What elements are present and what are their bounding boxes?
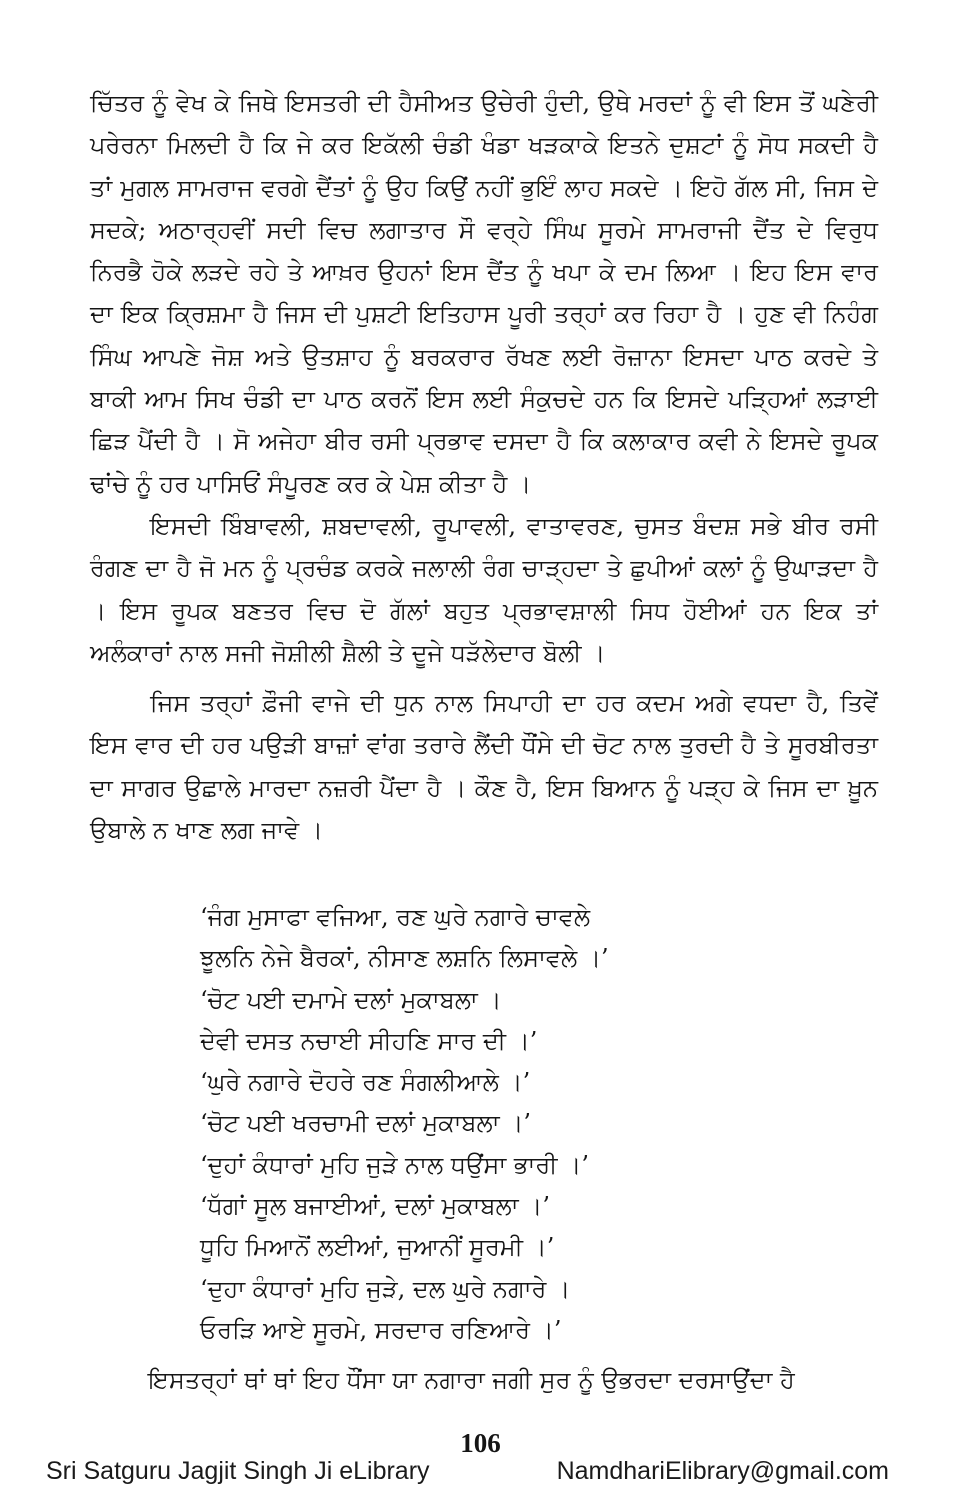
paragraph-1: ਚਿੱਤਰ ਨੂੰ ਵੇਖ ਕੇ ਜਿਥੇ ਇਸਤਰੀ ਦੀ ਹੈਸੀਅਤ ਉਚੇਰੀ ਹੁੰਦੀ, ਉਥੇ ਮਰਦਾਂ ਨੂੰ ਵੀ ਇਸ ਤੋਂ ਘਣੇਰੀ ਪਰੇਰਨਾ ਮਿਲਦੀ ਹੈ ਕਿ ਜੇ ਕਰ ਇਕੱਲੀ ਚੰਡੀ ਖੰਡਾ ਖੜਕਾਕੇ ਇਤਨੇ ਦੁਸ਼ਟਾਂ ਨੂੰ ਸੋਧ ਸਕਦੀ ਹੈ ਤਾਂ ਮੁਗਲ ਸਾਮਰਾਜ ਵਰਗੇ ਦੈਂਤਾਂ ਨੂੰ ਉਹ ਕਿਉਂ ਨਹੀਂ ਭੁਇੰ ਲਾਹ ਸਕਦੇ । ਇਹੋ ਗੱਲ ਸੀ, ਜਿਸ ਦੇ ਸਦਕੇ; ਅਠਾਰ੍ਹਵੀਂ ਸਦੀ ਵਿਚ ਲਗਾਤਾਰ ਸੌ ਵਰ੍ਹੇ ਸਿੰਘ ਸੂਰਮੇ ਸਾਮਰਾਜੀ ਦੈਂਤ ਦੇ ਵਿਰੁਧ ਨਿਰਭੈ ਹੋਕੇ ਲੜਦੇ ਰਹੇ ਤੇ ਆਖ਼ਰ ਉਹਨਾਂ ਇਸ ਦੈਂਤ ਨੂੰ ਖਪਾ ਕੇ ਦਮ ਲਿਆ । ਇਹ ਇਸ ਵਾਰ ਦਾ ਇਕ ਕ੍ਰਿਸ਼ਮਾ ਹੈ ਜਿਸ ਦੀ ਪੁਸ਼ਟੀ ਇਤਿਹਾਸ ਪੂਰੀ ਤਰ੍ਹਾਂ ਕਰ ਰਿਹਾ ਹੈ । ਹੁਣ ਵੀ ਨਿਹੰਗ ਸਿੰਘ ਆਪਣੇ ਜੋਸ਼ ਅਤੇ ਉਤਸ਼ਾਹ ਨੂੰ ਬਰਕਰਾਰ ਰੱਖਣ ਲਈ ਰੋਜ਼ਾਨਾ ਇਸਦਾ ਪਾਠ ਕਰਦੇ ਤੇ ਬਾਕੀ ਆਮ ਸਿਖ ਚੰਡੀ ਦਾ ਪਾਠ ਕਰਨੋਂ ਇਸ ਲਈ ਸੰਕੁਚਦੇ ਹਨ ਕਿ ਇਸਦੇ ਪੜ੍ਹਿਆਂ ਲੜਾਈ ਛਿੜ ਪੈਂਦੀ ਹੈ । ਸੋ ਅਜੇਹਾ ਬੀਰ ਰਸੀ ਪ੍ਰਭਾਵ ਦਸਦਾ ਹੈ ਕਿ ਕਲਾਕਾਰ ਕਵੀ ਨੇ ਇਸਦੇ ਰੂਪਕ ਢਾਂਚੇ ਨੂੰ ਹਰ ਪਾਸਿਓਂ ਸੰਪੂਰਣ ਕਰ ਕੇ ਪੇਸ਼ ਕੀਤਾ ਹੈ । xyxy=(90,89,878,498)
verse-quotation-block xyxy=(200,897,840,1351)
verse-line: ਓਰੜਿ ਆਏ ਸੂਰਮੇ, ਸਰਦਾਰ ਰਣਿਆਰੇ ।’ xyxy=(200,1315,562,1344)
closing-line: ਇਸਤਰ੍ਹਾਂ ਥਾਂ ਥਾਂ ਇਹ ਧੌਂਸਾ ਯਾ ਨਗਾਰਾ ਜਗੀ ਸੁਰ ਨੂੰ ਉਭਰਦਾ ਦਰਸਾਉਂਦਾ ਹੈ xyxy=(148,1366,795,1394)
verse-line: ‘ਘੁਰੇ ਨਗਾਰੇ ਦੋਹਰੇ ਰਣ ਸੰਗਲੀਆਲੇ ।’ xyxy=(200,1068,531,1097)
footer-library-name: Sri Satguru Jagjit Singh Ji eLibrary xyxy=(46,1457,430,1485)
paragraph-3: ਜਿਸ ਤਰ੍ਹਾਂ ਫ਼ੌਜੀ ਵਾਜੇ ਦੀ ਧੁਨ ਨਾਲ ਸਿਪਾਹੀ ਦਾ ਹਰ ਕਦਮ ਅਗੇ ਵਧਦਾ ਹੈ, ਤਿਵੇਂ ਇਸ ਵਾਰ ਦੀ ਹਰ ਪਉੜੀ ਬਾਜ਼ਾਂ ਵਾਂਗ ਤਰਾਰੇ ਲੈਂਦੀ ਧੌਂਸੇ ਦੀ ਚੋਟ ਨਾਲ ਤੁਰਦੀ ਹੈ ਤੇ ਸੂਰਬੀਰਤਾ ਦਾ ਸਾਗਰ ਉਛਾਲੇ ਮਾਰਦਾ ਨਜ਼ਰੀ ਪੈਂਦਾ ਹੈ । ਕੌਣ ਹੈ, ਇਸ ਬਿਆਨ ਨੂੰ ਪੜ੍ਹ ਕੇ ਜਿਸ ਦਾ ਖ਼ੂਨ ਉਬਾਲੇ ਨ ਖਾਣ ਲਗ ਜਾਵੇ । xyxy=(90,689,878,845)
verse-line: ‘ਦੁਹਾ ਕੰਧਾਰਾਂ ਮੁਹਿ ਜੁੜੇ, ਦਲ ਘੁਰੇ ਨਗਾਰੇ । xyxy=(200,1274,571,1303)
page-number: 106 xyxy=(460,1428,501,1458)
verse-line: ‘ਧੱਗਾਂ ਸੂਲ ਬਜਾਈਆਂ, ਦਲਾਂ ਮੁਕਾਬਲਾ ।’ xyxy=(200,1192,550,1221)
verse-line: ‘ਦੁਹਾਂ ਕੰਧਾਰਾਂ ਮੁਹਿ ਜੁੜੇ ਨਾਲ ਧਉਂਸਾ ਭਾਰੀ ।’ xyxy=(200,1150,589,1179)
verse-line: ‘ਜੰਗ ਮੁਸਾਫਾ ਵਜਿਆ, ਰਣ ਘੁਰੇ ਨਗਾਰੇ ਚਾਵਲੇ xyxy=(200,903,591,931)
verse-line: ‘ਚੋਟ ਪਈ ਖਰਚਾਮੀ ਦਲਾਂ ਮੁਕਾਬਲਾ ।’ xyxy=(200,1109,532,1138)
body-text xyxy=(90,82,878,851)
paragraph-2: ਇਸਦੀ ਬਿੰਬਾਵਲੀ, ਸ਼ਬਦਾਵਲੀ, ਰੂਪਾਵਲੀ, ਵਾਤਾਵਰਣ, ਚੁਸਤ ਬੰਦਸ਼ ਸਭੇ ਬੀਰ ਰਸੀ ਰੰਗਣ ਦਾ ਹੈ ਜੋ ਮਨ ਨੂੰ ਪ੍ਰਚੰਡ ਕਰਕੇ ਜਲਾਲੀ ਰੰਗ ਚਾੜ੍ਹਦਾ ਤੇ ਛੁਪੀਆਂ ਕਲਾਂ ਨੂੰ ਉਘਾੜਦਾ ਹੈ । ਇਸ ਰੂਪਕ ਬਣਤਰ ਵਿਚ ਦੋ ਗੱਲਾਂ ਬਹੁਤ ਪ੍ਰਭਾਵਸ਼ਾਲੀ ਸਿਧ ਹੋਈਆਂ ਹਨ ਇਕ ਤਾਂ ਅਲੰਕਾਰਾਂ ਨਾਲ ਸਜੀ ਜੋਸ਼ੀਲੀ ਸ਼ੈਲੀ ਤੇ ਦੂਜੇ ਧੜੱਲੇਦਾਰ ਬੋਲੀ । xyxy=(90,511,878,667)
verse-line: ਝੂਲਨਿ ਨੇਜੇ ਬੈਰਕਾਂ, ਨੀਸਾਣ ਲਸ਼ਨਿ ਲਿਸਾਵਲੇ ।’ xyxy=(200,944,609,973)
verse-line: ਧੂਹਿ ਮਿਆਨੋਂ ਲਈਆਂ, ਜੁਆਨੀਂ ਸੂਰਮੀ ।’ xyxy=(200,1233,555,1262)
verse-line: ‘ਚੋਟ ਪਈ ਦਮਾਮੇ ਦਲਾਂ ਮੁਕਾਬਲਾ । xyxy=(200,985,502,1014)
verse-line: ਦੇਵੀ ਦਸਤ ਨਚਾਈ ਸੀਹਣਿ ਸਾਰ ਦੀ ।’ xyxy=(200,1026,538,1055)
footer-email: NamdhariElibrary@gmail.com xyxy=(556,1457,889,1485)
